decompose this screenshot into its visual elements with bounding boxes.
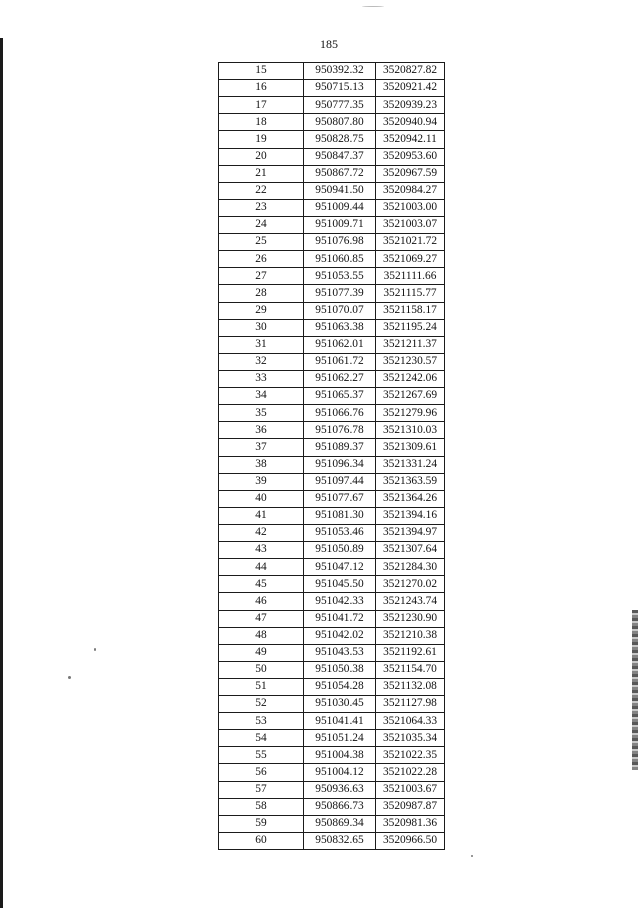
point-number-cell: 21 — [219, 165, 304, 182]
x-coordinate-cell: 951030.45 — [304, 696, 376, 713]
y-coordinate-cell: 3520953.60 — [376, 148, 445, 165]
table-row — [219, 696, 445, 713]
point-number-cell: 42 — [219, 524, 304, 541]
point-number-cell: 24 — [219, 216, 304, 233]
table-row — [219, 627, 445, 644]
point-number-cell: 18 — [219, 114, 304, 131]
y-coordinate-cell: 3520981.36 — [376, 815, 445, 832]
table-row — [219, 234, 445, 251]
point-number-cell: 43 — [219, 542, 304, 559]
table-row — [219, 661, 445, 678]
y-coordinate-cell: 3521284.30 — [376, 559, 445, 576]
point-number-cell: 20 — [219, 148, 304, 165]
table-row — [219, 216, 445, 233]
x-coordinate-cell: 951062.27 — [304, 370, 376, 387]
table-row — [219, 182, 445, 199]
table-row — [219, 507, 445, 524]
y-coordinate-cell: 3521270.02 — [376, 576, 445, 593]
point-number-cell: 15 — [219, 63, 304, 80]
table-row — [219, 815, 445, 832]
y-coordinate-cell: 3521363.59 — [376, 473, 445, 490]
x-coordinate-cell: 951089.37 — [304, 439, 376, 456]
y-coordinate-cell: 3520921.42 — [376, 80, 445, 97]
y-coordinate-cell: 3521211.37 — [376, 336, 445, 353]
point-number-cell: 44 — [219, 559, 304, 576]
x-coordinate-cell: 951096.34 — [304, 456, 376, 473]
table-row — [219, 97, 445, 114]
y-coordinate-cell: 3521242.06 — [376, 370, 445, 387]
table-row — [219, 199, 445, 216]
table-row — [219, 832, 445, 849]
x-coordinate-cell: 951065.37 — [304, 388, 376, 405]
y-coordinate-cell: 3521127.98 — [376, 696, 445, 713]
y-coordinate-cell: 3521154.70 — [376, 661, 445, 678]
y-coordinate-cell: 3521394.16 — [376, 507, 445, 524]
x-coordinate-cell: 951060.85 — [304, 251, 376, 268]
table-row — [219, 559, 445, 576]
table-row — [219, 798, 445, 815]
x-coordinate-cell: 951004.12 — [304, 764, 376, 781]
table-row — [219, 781, 445, 798]
y-coordinate-cell: 3521115.77 — [376, 285, 445, 302]
table-row — [219, 713, 445, 730]
point-number-cell: 48 — [219, 627, 304, 644]
y-coordinate-cell: 3521394.97 — [376, 524, 445, 541]
x-coordinate-cell: 950936.63 — [304, 781, 376, 798]
x-coordinate-cell: 951041.72 — [304, 610, 376, 627]
y-coordinate-cell: 3521022.35 — [376, 747, 445, 764]
point-number-cell: 40 — [219, 490, 304, 507]
y-coordinate-cell: 3520987.87 — [376, 798, 445, 815]
scan-speck — [471, 855, 473, 857]
x-coordinate-cell: 951004.38 — [304, 747, 376, 764]
x-coordinate-cell: 951077.67 — [304, 490, 376, 507]
coordinates-table — [218, 62, 445, 850]
point-number-cell: 56 — [219, 764, 304, 781]
x-coordinate-cell: 950392.32 — [304, 63, 376, 80]
table-row — [219, 302, 445, 319]
x-coordinate-cell: 951097.44 — [304, 473, 376, 490]
x-coordinate-cell: 951042.02 — [304, 627, 376, 644]
y-coordinate-cell: 3521035.34 — [376, 730, 445, 747]
x-coordinate-cell: 951045.50 — [304, 576, 376, 593]
point-number-cell: 37 — [219, 439, 304, 456]
point-number-cell: 47 — [219, 610, 304, 627]
y-coordinate-cell: 3521064.33 — [376, 713, 445, 730]
point-number-cell: 57 — [219, 781, 304, 798]
x-coordinate-cell: 950941.50 — [304, 182, 376, 199]
point-number-cell: 22 — [219, 182, 304, 199]
table-row — [219, 524, 445, 541]
y-coordinate-cell: 3521279.96 — [376, 405, 445, 422]
coordinates-table-body — [219, 63, 445, 850]
y-coordinate-cell: 3521003.07 — [376, 216, 445, 233]
table-row — [219, 165, 445, 182]
x-coordinate-cell: 951070.07 — [304, 302, 376, 319]
table-row — [219, 593, 445, 610]
point-number-cell: 35 — [219, 405, 304, 422]
x-coordinate-cell: 950807.80 — [304, 114, 376, 131]
point-number-cell: 28 — [219, 285, 304, 302]
y-coordinate-cell: 3520967.59 — [376, 165, 445, 182]
table-row — [219, 542, 445, 559]
x-coordinate-cell: 951047.12 — [304, 559, 376, 576]
y-coordinate-cell: 3521195.24 — [376, 319, 445, 336]
table-row — [219, 405, 445, 422]
x-coordinate-cell: 951076.78 — [304, 422, 376, 439]
x-coordinate-cell: 951053.46 — [304, 524, 376, 541]
y-coordinate-cell: 3521230.90 — [376, 610, 445, 627]
x-coordinate-cell: 950832.65 — [304, 832, 376, 849]
y-coordinate-cell: 3521307.64 — [376, 542, 445, 559]
y-coordinate-cell: 3521069.27 — [376, 251, 445, 268]
point-number-cell: 50 — [219, 661, 304, 678]
table-row — [219, 610, 445, 627]
x-coordinate-cell: 951051.24 — [304, 730, 376, 747]
x-coordinate-cell: 951063.38 — [304, 319, 376, 336]
table-row — [219, 148, 445, 165]
table-row — [219, 644, 445, 661]
x-coordinate-cell: 951054.28 — [304, 678, 376, 695]
x-coordinate-cell: 951042.33 — [304, 593, 376, 610]
y-coordinate-cell: 3521192.61 — [376, 644, 445, 661]
x-coordinate-cell: 950847.37 — [304, 148, 376, 165]
x-coordinate-cell: 951009.44 — [304, 199, 376, 216]
point-number-cell: 30 — [219, 319, 304, 336]
y-coordinate-cell: 3521310.03 — [376, 422, 445, 439]
point-number-cell: 54 — [219, 730, 304, 747]
y-coordinate-cell: 3521267.69 — [376, 388, 445, 405]
y-coordinate-cell: 3521111.66 — [376, 268, 445, 285]
table-row — [219, 678, 445, 695]
y-coordinate-cell: 3521210.38 — [376, 627, 445, 644]
point-number-cell: 29 — [219, 302, 304, 319]
table-row — [219, 370, 445, 387]
table-row — [219, 747, 445, 764]
table-row — [219, 319, 445, 336]
point-number-cell: 38 — [219, 456, 304, 473]
point-number-cell: 52 — [219, 696, 304, 713]
scan-speck — [362, 6, 384, 7]
x-coordinate-cell: 950867.72 — [304, 165, 376, 182]
table-row — [219, 336, 445, 353]
point-number-cell: 55 — [219, 747, 304, 764]
scan-speck — [68, 676, 71, 679]
point-number-cell: 31 — [219, 336, 304, 353]
x-coordinate-cell: 951050.89 — [304, 542, 376, 559]
point-number-cell: 58 — [219, 798, 304, 815]
table-row — [219, 131, 445, 148]
point-number-cell: 59 — [219, 815, 304, 832]
y-coordinate-cell: 3521132.08 — [376, 678, 445, 695]
point-number-cell: 39 — [219, 473, 304, 490]
table-row — [219, 114, 445, 131]
x-coordinate-cell: 951066.76 — [304, 405, 376, 422]
y-coordinate-cell: 3521158.17 — [376, 302, 445, 319]
point-number-cell: 19 — [219, 131, 304, 148]
x-coordinate-cell: 951076.98 — [304, 234, 376, 251]
point-number-cell: 45 — [219, 576, 304, 593]
point-number-cell: 49 — [219, 644, 304, 661]
y-coordinate-cell: 3520939.23 — [376, 97, 445, 114]
page-number: 185 — [320, 37, 338, 51]
y-coordinate-cell: 3520827.82 — [376, 63, 445, 80]
point-number-cell: 36 — [219, 422, 304, 439]
scan-speck — [94, 648, 96, 651]
y-coordinate-cell: 3521003.67 — [376, 781, 445, 798]
table-row — [219, 576, 445, 593]
table-row — [219, 388, 445, 405]
scan-left-edge — [0, 38, 3, 908]
point-number-cell: 53 — [219, 713, 304, 730]
x-coordinate-cell: 950715.13 — [304, 80, 376, 97]
x-coordinate-cell: 951053.55 — [304, 268, 376, 285]
table-row — [219, 456, 445, 473]
x-coordinate-cell: 950869.34 — [304, 815, 376, 832]
y-coordinate-cell: 3521331.24 — [376, 456, 445, 473]
y-coordinate-cell: 3521309.61 — [376, 439, 445, 456]
point-number-cell: 46 — [219, 593, 304, 610]
table-row — [219, 353, 445, 370]
table-row — [219, 473, 445, 490]
table-row — [219, 439, 445, 456]
scan-right-edge-artifact — [632, 610, 638, 770]
point-number-cell: 33 — [219, 370, 304, 387]
point-number-cell: 51 — [219, 678, 304, 695]
point-number-cell: 23 — [219, 199, 304, 216]
y-coordinate-cell: 3521364.26 — [376, 490, 445, 507]
x-coordinate-cell: 951061.72 — [304, 353, 376, 370]
table-row — [219, 422, 445, 439]
point-number-cell: 41 — [219, 507, 304, 524]
y-coordinate-cell: 3520940.94 — [376, 114, 445, 131]
y-coordinate-cell: 3520984.27 — [376, 182, 445, 199]
x-coordinate-cell: 950777.35 — [304, 97, 376, 114]
x-coordinate-cell: 950866.73 — [304, 798, 376, 815]
point-number-cell: 25 — [219, 234, 304, 251]
table-row — [219, 730, 445, 747]
x-coordinate-cell: 951062.01 — [304, 336, 376, 353]
table-row — [219, 764, 445, 781]
x-coordinate-cell: 951043.53 — [304, 644, 376, 661]
x-coordinate-cell: 951077.39 — [304, 285, 376, 302]
table-row — [219, 268, 445, 285]
x-coordinate-cell: 951041.41 — [304, 713, 376, 730]
point-number-cell: 27 — [219, 268, 304, 285]
point-number-cell: 32 — [219, 353, 304, 370]
x-coordinate-cell: 950828.75 — [304, 131, 376, 148]
y-coordinate-cell: 3521021.72 — [376, 234, 445, 251]
y-coordinate-cell: 3521230.57 — [376, 353, 445, 370]
table-row — [219, 285, 445, 302]
table-row — [219, 490, 445, 507]
point-number-cell: 34 — [219, 388, 304, 405]
x-coordinate-cell: 951081.30 — [304, 507, 376, 524]
y-coordinate-cell: 3521003.00 — [376, 199, 445, 216]
point-number-cell: 26 — [219, 251, 304, 268]
point-number-cell: 16 — [219, 80, 304, 97]
x-coordinate-cell: 951009.71 — [304, 216, 376, 233]
x-coordinate-cell: 951050.38 — [304, 661, 376, 678]
table-row — [219, 80, 445, 97]
y-coordinate-cell: 3521243.74 — [376, 593, 445, 610]
y-coordinate-cell: 3520942.11 — [376, 131, 445, 148]
table-row — [219, 251, 445, 268]
y-coordinate-cell: 3520966.50 — [376, 832, 445, 849]
point-number-cell: 17 — [219, 97, 304, 114]
table-row — [219, 63, 445, 80]
point-number-cell: 60 — [219, 832, 304, 849]
y-coordinate-cell: 3521022.28 — [376, 764, 445, 781]
